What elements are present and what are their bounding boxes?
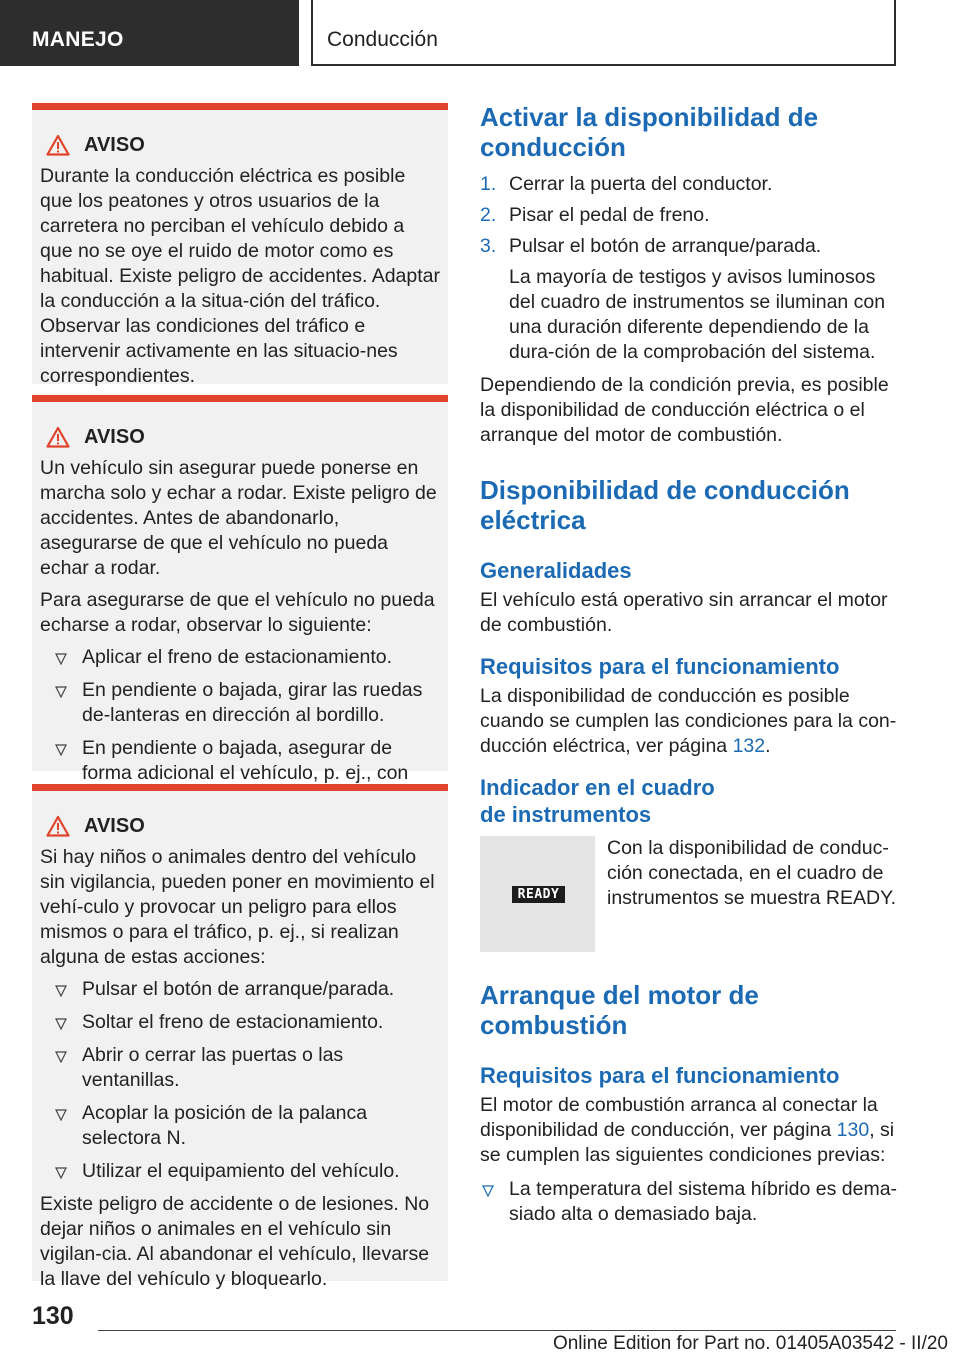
step-number: 2. [480, 204, 497, 226]
heading-general: Generalidades [480, 558, 632, 583]
heading-indicator: Indicador en el cuadro de instrumentos [480, 775, 715, 827]
list-item: Abrir o cerrar las puertas o las ventanillas. [40, 1043, 440, 1093]
right-column [480, 102, 900, 1227]
indicator-block [480, 836, 900, 952]
heading-electric: Disponibilidad de conducción eléctrica [480, 475, 850, 535]
warning-header [40, 422, 440, 452]
heading-activate: Activar la disponibilidad de conducción [480, 102, 819, 162]
triangle-bullet-icon [55, 1167, 67, 1179]
requirements-combustion-text: El motor de combustión arranca al conectar la disponibilidad de conducción, ver página 130, si se cumplen las siguientes condiciones previas: [480, 1094, 895, 1166]
page-number: 130 [32, 1302, 74, 1330]
heading-combustion: Arranque del motor de combustión [480, 980, 759, 1040]
ready-display-image [480, 836, 595, 952]
list-item: 1. Cerrar la puerta del conductor. [480, 173, 773, 195]
warning-header [40, 811, 440, 841]
step-number: 1. [480, 173, 497, 195]
list-item: Aplicar el freno de estacionamiento. [40, 645, 440, 670]
combustion-conditions-list [480, 1177, 900, 1227]
triangle-bullet-icon [55, 686, 67, 698]
list-item: 2. Pisar el pedal de freno. [480, 204, 710, 226]
warning-box-2 [32, 395, 448, 784]
indicator-text: Con la disponibilidad de conduc-ción conectada, en el cuadro de instrumentos se muestra READY. [607, 837, 897, 909]
warning-box-1 [32, 103, 448, 387]
header-section-label: MANEJO [32, 28, 124, 51]
list-item: 3. Pulsar el botón de arranque/parada. [480, 235, 822, 257]
requirements-electric-text: La disponibilidad de conducción es posible cuando se cumplen las condiciones para la con-ducción eléctrica, ver página 132. [480, 685, 897, 757]
list-item: En pendiente o bajada, asegurar de forma adicional el vehículo, p. ej., con [40, 736, 440, 811]
warning-text: Un vehículo sin asegurar puede ponerse en marcha solo y echar a rodar. Existe peligro de accidentes. Antes de abandonarlo, asegurarse de que el vehículo no pueda echar a rodar. [40, 457, 437, 579]
step-number: 3. [480, 235, 497, 257]
list-item: Pulsar el botón de arranque/parada. [40, 977, 440, 1002]
warning-closing-text: Existe peligro de accidente o de lesiones. No dejar niños o animales en el vehículo sin vigilan-cia. Al abandonar el vehículo, llevarse la llave del vehículo y bloquearlo. [40, 1193, 430, 1290]
warning-title: AVISO [84, 133, 145, 156]
activation-steps [480, 172, 900, 259]
warning-box-3 [32, 784, 448, 1290]
triangle-bullet-icon [55, 1018, 67, 1030]
heading-requirements-combustion: Requisitos para el funcionamiento [480, 1063, 840, 1088]
triangle-bullet-icon [55, 1051, 67, 1063]
activate-after-text: Dependiendo de la condición previa, es posible la disponibilidad de conducción eléctrica o el arranque del motor de combustión. [480, 374, 889, 446]
list-item: Utilizar el equipamiento del vehículo. [40, 1159, 440, 1184]
warning-title: AVISO [84, 814, 145, 837]
list-item: Soltar el freno de estacionamiento. [40, 1010, 440, 1035]
ready-indicator-badge: READY [512, 886, 565, 903]
list-item: En pendiente o bajada, girar las ruedas de-lanteras en dirección al bordillo. [40, 678, 440, 728]
warning-triangle-icon [46, 134, 70, 156]
general-text: El vehículo está operativo sin arrancar el motor de combustión. [480, 589, 888, 636]
warning-text: Para asegurarse de que el vehículo no pueda echarse a rodar, observar lo siguiente: [40, 589, 435, 636]
warning-triangle-icon [46, 426, 70, 448]
header-chapter-tab [311, 0, 896, 66]
list-item: La temperatura del sistema híbrido es dema-siado alta o demasiado baja. [480, 1177, 900, 1227]
triangle-bullet-icon [55, 653, 67, 665]
triangle-bullet-icon [55, 1109, 67, 1121]
footer-divider [98, 1330, 896, 1331]
page-link-132[interactable]: 132 [732, 735, 766, 757]
header-section-tab [0, 0, 299, 66]
header-chapter-label: Conducción [327, 28, 438, 51]
footer-edition-text: Online Edition for Part no. 01405A03542 - II/20 [552, 1333, 948, 1354]
list-item: Acoplar la posición de la palanca selectora N. [40, 1101, 440, 1151]
warning-header [40, 130, 440, 160]
warning-triangle-icon [46, 815, 70, 837]
warning-text: Durante la conducción eléctrica es posible que los peatones y otros usuarios de la carretera no perciban el vehículo debido a que no se oye el ruido de motor como es habitual. Existe peligro de accidentes. Adaptar la conducción a la situa-ción del tráfico. Observar las condiciones del tráfico e intervenir activamente en las situacio-nes correspondientes. [40, 165, 441, 387]
triangle-bullet-icon [55, 985, 67, 997]
page-link-130[interactable]: 130 [836, 1119, 870, 1141]
step-note: La mayoría de testigos y avisos luminosos del cuadro de instrumentos se iluminan con una duración diferente dependiendo de la dura-ción de la comprobación del sistema. [509, 266, 886, 363]
warning-bullet-list [40, 977, 440, 1184]
heading-requirements-electric: Requisitos para el funcionamiento [480, 654, 840, 679]
warning-title: AVISO [84, 425, 145, 448]
warning-text: Si hay niños o animales dentro del vehículo sin vigilancia, pueden poner en movimiento el vehí-culo y provocar un peligro para ellos mismos o para el tráfico, p. ej., si realizan alguna de estas acciones: [40, 846, 435, 968]
triangle-bullet-icon [482, 1185, 494, 1197]
triangle-bullet-icon [55, 744, 67, 756]
